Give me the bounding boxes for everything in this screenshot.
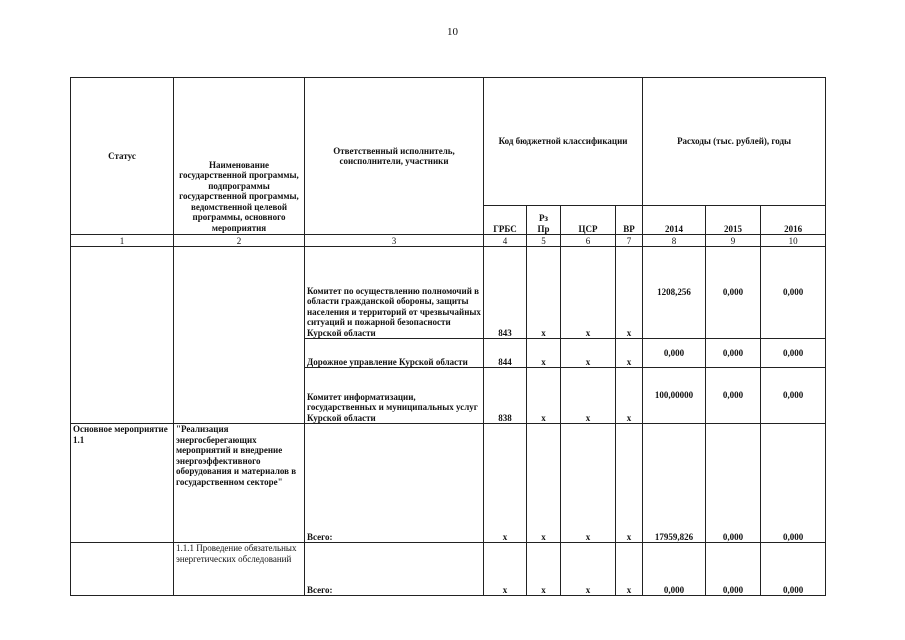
amount-2014-cell: 17959,826: [643, 424, 706, 543]
column-number: 4: [484, 235, 527, 247]
responsible-cell: Дорожное управление Курской области: [305, 339, 484, 368]
responsible-cell: Всего:: [305, 543, 484, 596]
amount-2014-cell: 1208,256: [643, 247, 706, 339]
column-number-row: [71, 235, 826, 247]
rzpr-cell: х: [527, 543, 561, 596]
header-csr: ЦСР: [561, 206, 616, 235]
status-cell: [71, 247, 174, 424]
grbs-cell: х: [484, 543, 527, 596]
vr-cell: х: [616, 339, 643, 368]
csr-cell: х: [561, 368, 616, 424]
amount-2016-cell: 0,000: [761, 424, 826, 543]
column-number: 5: [527, 235, 561, 247]
grbs-cell: х: [484, 424, 527, 543]
csr-cell: х: [561, 247, 616, 339]
responsible-cell: Комитет информатизации, государственных и муниципальных услуг Курской области: [305, 368, 484, 424]
column-number: 6: [561, 235, 616, 247]
amount-2016-cell: 0,000: [761, 247, 826, 339]
header-expenses: Расходы (тыс. рублей), годы: [643, 78, 826, 206]
table-row: [71, 424, 826, 543]
column-number: 9: [706, 235, 761, 247]
header-year-2016: 2016: [761, 206, 826, 235]
rzpr-cell: х: [527, 247, 561, 339]
csr-cell: х: [561, 339, 616, 368]
amount-2015-cell: 0,000: [706, 543, 761, 596]
page-number: 10: [447, 26, 458, 38]
vr-cell: х: [616, 543, 643, 596]
amount-2015-cell: 0,000: [706, 339, 761, 368]
vr-cell: х: [616, 424, 643, 543]
responsible-cell: Всего:: [305, 424, 484, 543]
amount-2016-cell: 0,000: [761, 339, 826, 368]
amount-2016-cell: 0,000: [761, 543, 826, 596]
header-budget-code: Код бюджетной классификации: [484, 78, 643, 206]
column-number: 8: [643, 235, 706, 247]
column-number: 2: [174, 235, 305, 247]
csr-cell: х: [561, 424, 616, 543]
header-rzpr: [527, 206, 561, 235]
program-name-cell: 1.1.1 Проведение обязательных энергетических обследований: [174, 543, 305, 596]
program-name-cell: "Реализация энергосберегающих мероприятий и внедрение энергоэффективного оборудования и материалов в государственном секторе": [174, 424, 305, 543]
rzpr-cell: х: [527, 368, 561, 424]
column-number: 1: [71, 235, 174, 247]
header-status: Статус: [71, 78, 174, 235]
header-year-2015: 2015: [706, 206, 761, 235]
header-vr: ВР: [616, 206, 643, 235]
status-cell: [71, 543, 174, 596]
grbs-cell: 844: [484, 339, 527, 368]
grbs-cell: 843: [484, 247, 527, 339]
header-rzpr-line1: Рз: [538, 213, 549, 223]
header-grbs: ГРБС: [484, 206, 527, 235]
amount-2014-cell: 0,000: [643, 543, 706, 596]
header-year-2014: 2014: [643, 206, 706, 235]
rzpr-cell: х: [527, 424, 561, 543]
program-name-cell: [174, 247, 305, 424]
vr-cell: х: [616, 247, 643, 339]
header-rzpr-line2: Пр: [537, 223, 550, 234]
column-number: 3: [305, 235, 484, 247]
amount-2015-cell: 0,000: [706, 424, 761, 543]
csr-cell: х: [561, 543, 616, 596]
amount-2015-cell: 0,000: [706, 368, 761, 424]
header-program-name: Наименование государственной программы, подпрограммы государственной программы, ведомственной целевой программы, основного мероприятия: [174, 78, 305, 235]
header-responsible: Ответственный исполнитель, соисполнители, участники: [305, 78, 484, 235]
budget-table: [70, 77, 826, 596]
grbs-cell: 838: [484, 368, 527, 424]
status-cell: Основное мероприятие 1.1: [71, 424, 174, 543]
amount-2016-cell: 0,000: [761, 368, 826, 424]
amount-2015-cell: 0,000: [706, 247, 761, 339]
table-row: [71, 543, 826, 596]
responsible-cell: Комитет по осуществлению полномочий в области гражданской обороны, защиты населения и территорий от чрезвычайных ситуаций и пожарной безопасности Курской области: [305, 247, 484, 339]
amount-2014-cell: 0,000: [643, 339, 706, 368]
vr-cell: х: [616, 368, 643, 424]
column-number: 7: [616, 235, 643, 247]
table-row: [71, 247, 826, 339]
rzpr-cell: х: [527, 339, 561, 368]
amount-2014-cell: 100,00000: [643, 368, 706, 424]
column-number: 10: [761, 235, 826, 247]
